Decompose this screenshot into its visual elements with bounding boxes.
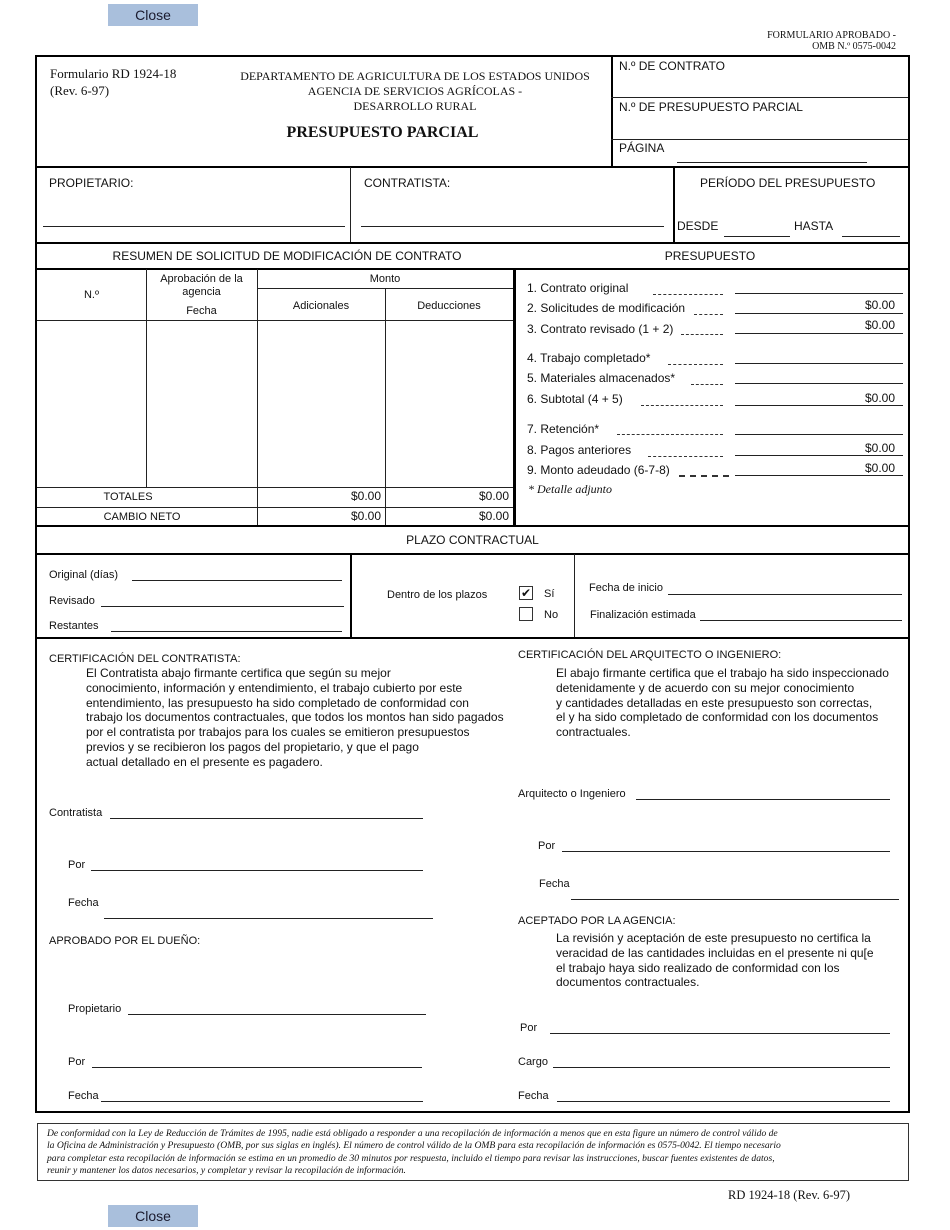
owner-by-label: Por [68, 1056, 86, 1068]
form-number: Formulario RD 1924-18 [50, 66, 177, 81]
revised-label: Revisado [49, 595, 95, 607]
estimated-end-label: Finalización estimada [590, 609, 696, 621]
close-button-bottom[interactable]: Close [108, 1205, 198, 1227]
contractor-label: CONTRATISTA: [364, 176, 451, 190]
no-label: No [544, 609, 559, 621]
budget-item-8-leader [648, 456, 723, 457]
budget-item-4-leader [668, 364, 723, 365]
budget-item-2-field[interactable] [735, 313, 903, 314]
start-date-label: Fecha de inicio [589, 582, 663, 594]
disclaimer-box [37, 1123, 909, 1181]
yes-label: Sí [544, 588, 555, 600]
contractor-cert-heading: CERTIFICACIÓN DEL CONTRATISTA: [49, 653, 241, 665]
totals-additions: $0.00 [350, 489, 381, 503]
architect-date-label: Fecha [539, 878, 570, 890]
owner-field[interactable] [43, 226, 345, 227]
owner-date-field[interactable] [101, 1101, 423, 1102]
contractor-cert-line: trabajo los documentos contractuales, que todos los montos han sido pagados [86, 710, 504, 725]
totals-top-line [37, 487, 513, 488]
original-days-label: Original (días) [49, 569, 119, 581]
header-divider [611, 57, 613, 167]
page-title: PRESUPUESTO PARCIAL [286, 124, 479, 141]
budget-item-2-value: $0.00 [864, 298, 895, 312]
budget-item-5-label: 5. Materiales almacenados* [527, 371, 676, 385]
agency-date-label: Fecha [518, 1090, 549, 1102]
architect-cert-heading: CERTIFICACIÓN DEL ARQUITECTO O INGENIERO: [518, 649, 782, 661]
dept-line1: DEPARTAMENTO DE AGRICULTURA DE LOS ESTADOS UNIDOS [240, 69, 590, 83]
budget-item-8-value: $0.00 [864, 441, 895, 455]
net-deductions: $0.00 [478, 509, 509, 523]
contractor-cert-line: actual detallado en el presente es pagadero. [86, 754, 323, 769]
original-days-field[interactable] [132, 580, 342, 581]
architect-cert-line: el y ha sido completado de conformidad con los documentos [556, 710, 879, 725]
budget-item-3-leader [681, 334, 723, 335]
agency-line: documentos contractuales. [556, 975, 700, 990]
budget-note: * Detalle adjunto [528, 482, 612, 496]
summary-col-line-1 [146, 269, 147, 487]
parties-divider-2 [673, 167, 675, 243]
amount-subheader-line [257, 288, 513, 289]
agency-text [556, 931, 874, 990]
summary-heading: RESUMEN DE SOLICITUD DE MODIFICACIÓN DE CONTRATO [112, 249, 462, 263]
budget-item-1-leader [653, 294, 723, 295]
parties-bottom-line [37, 242, 908, 244]
architect-cert-line: El abajo firmante certifica que el trabajo ha sido inspeccionado [556, 666, 889, 680]
col-approval-header [146, 273, 257, 299]
estimated-end-field[interactable] [700, 620, 902, 621]
summary-budget-divider [513, 269, 516, 526]
col-approval-l1: Aprobación de la [160, 273, 243, 285]
budget-item-6-leader [641, 405, 723, 406]
within-term-label: Dentro de los plazos [387, 589, 488, 601]
dept-line3: DESARROLLO RURAL [353, 99, 477, 113]
budget-item-7-field[interactable] [735, 434, 903, 435]
net-change-label: CAMBIO NETO [103, 511, 181, 523]
summary-heading-line [37, 268, 908, 270]
architect-by-label: Por [538, 840, 556, 852]
remaining-field[interactable] [111, 631, 342, 632]
budget-item-1-field[interactable] [735, 293, 903, 294]
owner-sign-field[interactable] [128, 1014, 426, 1015]
budget-number-label: N.º DE PRESUPUESTO PARCIAL [619, 100, 803, 114]
budget-item-6-value: $0.00 [864, 391, 895, 405]
architect-cert-line: y cantidades detalladas en este presupuesto son correctas, [556, 695, 873, 710]
budget-item-2-leader [694, 314, 723, 315]
disclaimer-line: reunir y mantener los datos necesarios, y completar y revisar la recopilación de información. [47, 1165, 406, 1177]
omb-approval [767, 30, 896, 52]
budget-item-3-value: $0.00 [864, 318, 895, 332]
omb-line2: OMB N.º 0575-0042 [812, 41, 896, 52]
from-field[interactable] [724, 236, 790, 237]
net-additions: $0.00 [350, 509, 381, 523]
header-bottom-line [37, 166, 908, 168]
budget-item-6-label: 6. Subtotal (4 + 5) [527, 392, 623, 406]
budget-item-7-label: 7. Retención* [527, 422, 600, 436]
contractor-cert-line: previos y se recibieron los pagos del propietario, y que el pago [86, 739, 419, 754]
budget-item-8-field[interactable] [735, 455, 903, 456]
col-deductions-header: Deducciones [417, 300, 481, 312]
contractor-cert-line: entendimiento, las presupuesto ha sido completado de conformidad con [86, 695, 469, 710]
start-date-field[interactable] [668, 594, 902, 595]
period-label: PERÍODO DEL PRESUPUESTO [700, 176, 876, 190]
totals-bottom-line [37, 507, 513, 508]
budget-item-7-leader [617, 434, 723, 435]
form-id [50, 65, 176, 99]
contractor-by-label: Por [68, 859, 86, 871]
budget-heading: PRESUPUESTO [664, 249, 756, 263]
from-label: DESDE [677, 219, 719, 233]
col-date-header: Fecha [186, 305, 217, 317]
contractor-cert-line: por el contratista por trabajos para los cuales se emitieron presupuestos [86, 725, 470, 740]
omb-line1: FORMULARIO APROBADO - [767, 30, 896, 41]
budget-item-1-label: 1. Contrato original [527, 281, 629, 295]
header-row-line-2 [611, 139, 908, 140]
contractor-cert-line: conocimiento, información y entendimiento, el trabajo cubierto por este [86, 680, 463, 695]
contractor-cert-text [86, 666, 504, 770]
disclaimer-line: De conformidad con la Ley de Reducción de Trámites de 1995, nadie está obligado a responder a una recopilación de información a menos que en esta figure un número de control válido de [47, 1128, 778, 1139]
contract-number-label: N.º DE CONTRATO [619, 59, 725, 73]
contractor-date-field[interactable] [104, 918, 433, 919]
agency-by-field[interactable] [550, 1033, 890, 1034]
budget-item-5-field[interactable] [735, 383, 903, 384]
page-label: PÁGINA [619, 141, 665, 155]
col-amount-header: Monto [369, 273, 401, 285]
department-block [225, 69, 605, 114]
close-button-top[interactable]: Close [108, 4, 198, 26]
budget-item-9-value: $0.00 [864, 461, 895, 475]
budget-item-2-label: 2. Solicitudes de modificación [527, 301, 686, 315]
budget-item-9-label: 9. Monto adeudado (6-7-8) [527, 463, 670, 477]
budget-item-3-label: 3. Contrato revisado (1 + 2) [527, 322, 674, 336]
term-divider-1 [350, 554, 352, 637]
budget-item-4-field[interactable] [735, 363, 903, 364]
dept-line2: AGENCIA DE SERVICIOS AGRÍCOLAS - [307, 84, 523, 98]
col-additions-header: Adicionales [292, 300, 350, 312]
budget-item-3-field[interactable] [735, 333, 903, 334]
budget-item-8-label: 8. Pagos anteriores [527, 443, 632, 457]
footer-form-number: RD 1924-18 (Rev. 6-97) [728, 1188, 851, 1202]
parties-divider-1 [350, 167, 351, 243]
contractor-date-label: Fecha [68, 897, 99, 909]
budget-item-4-label: 4. Trabajo completado* [527, 351, 651, 365]
term-divider-2 [574, 554, 575, 637]
budget-item-9-leader [679, 475, 729, 477]
header-row-line-1 [611, 97, 908, 98]
agency-date-field[interactable] [557, 1101, 890, 1102]
term-heading: PLAZO CONTRACTUAL [406, 533, 539, 547]
term-bottom-line [37, 637, 908, 639]
owner-sign-label: Propietario [68, 1003, 122, 1015]
contractor-field[interactable] [361, 226, 664, 227]
architect-by-field[interactable] [562, 851, 890, 852]
revised-field[interactable] [101, 606, 344, 607]
term-top-line [37, 525, 908, 527]
owner-by-field[interactable] [92, 1067, 422, 1068]
budget-item-6-field[interactable] [735, 405, 903, 406]
owner-approval-heading: APROBADO POR EL DUEÑO: [49, 935, 201, 947]
architect-cert-text [556, 666, 889, 740]
yes-checkbox[interactable]: ✔ [520, 586, 532, 600]
agency-title-field[interactable] [553, 1067, 890, 1068]
budget-item-9-field[interactable] [735, 475, 903, 476]
disclaimer-line: para completar esta recopilación de información se estima en un promedio de 30 minutos por respuesta, incluido el tiempo para revisar las instrucciones, buscar fuentes existentes de datos, [47, 1152, 775, 1164]
agency-line: el trabajo haya sido realizado de conformidad con los [556, 960, 840, 975]
architect-sign-field[interactable] [636, 799, 890, 800]
architect-cert-line: detenidamente y de acuerdo con su mejor conocimiento [556, 680, 855, 695]
remaining-label: Restantes [49, 620, 99, 632]
architect-date-field[interactable] [571, 899, 899, 900]
contractor-cert-line: El Contratista abajo firmante certifica que según su mejor [86, 666, 391, 680]
architect-sign-label: Arquitecto o Ingeniero [518, 788, 626, 800]
no-checkbox[interactable] [519, 607, 533, 621]
contractor-sign-field[interactable] [110, 818, 423, 819]
term-heading-line [37, 553, 908, 555]
budget-item-5-leader [691, 384, 723, 385]
to-field[interactable] [842, 236, 900, 237]
agency-heading: ACEPTADO POR LA AGENCIA: [518, 915, 676, 927]
col-approval-l2: agencia [182, 286, 221, 298]
agency-by-label: Por [520, 1022, 538, 1034]
owner-label: PROPIETARIO: [49, 176, 134, 190]
contractor-by-field[interactable] [91, 870, 423, 871]
agency-line: La revisión y aceptación de este presupuesto no certifica la [556, 931, 871, 945]
totals-label: TOTALES [103, 491, 153, 503]
page-field[interactable] [677, 162, 867, 163]
architect-cert-line: contractuales. [556, 725, 631, 740]
owner-date-label: Fecha [68, 1090, 99, 1102]
agency-line: veracidad de las cantidades incluidas en el presente ni qu[e [556, 945, 874, 960]
form-revision: (Rev. 6-97) [50, 83, 110, 98]
col-number-header: N.º [83, 289, 100, 301]
agency-title-label: Cargo [518, 1056, 548, 1068]
contractor-sign-label: Contratista [49, 807, 103, 819]
summary-header-bottom [37, 320, 513, 321]
to-label: HASTA [794, 219, 834, 233]
totals-deductions: $0.00 [478, 489, 509, 503]
disclaimer-line: la Oficina de Administración y Presupuesto (OMB, por sus siglas en inglés). El número de control válido de la OMB para esta recopilación de información es 0575-0042. El tiempo necesario [47, 1140, 781, 1152]
